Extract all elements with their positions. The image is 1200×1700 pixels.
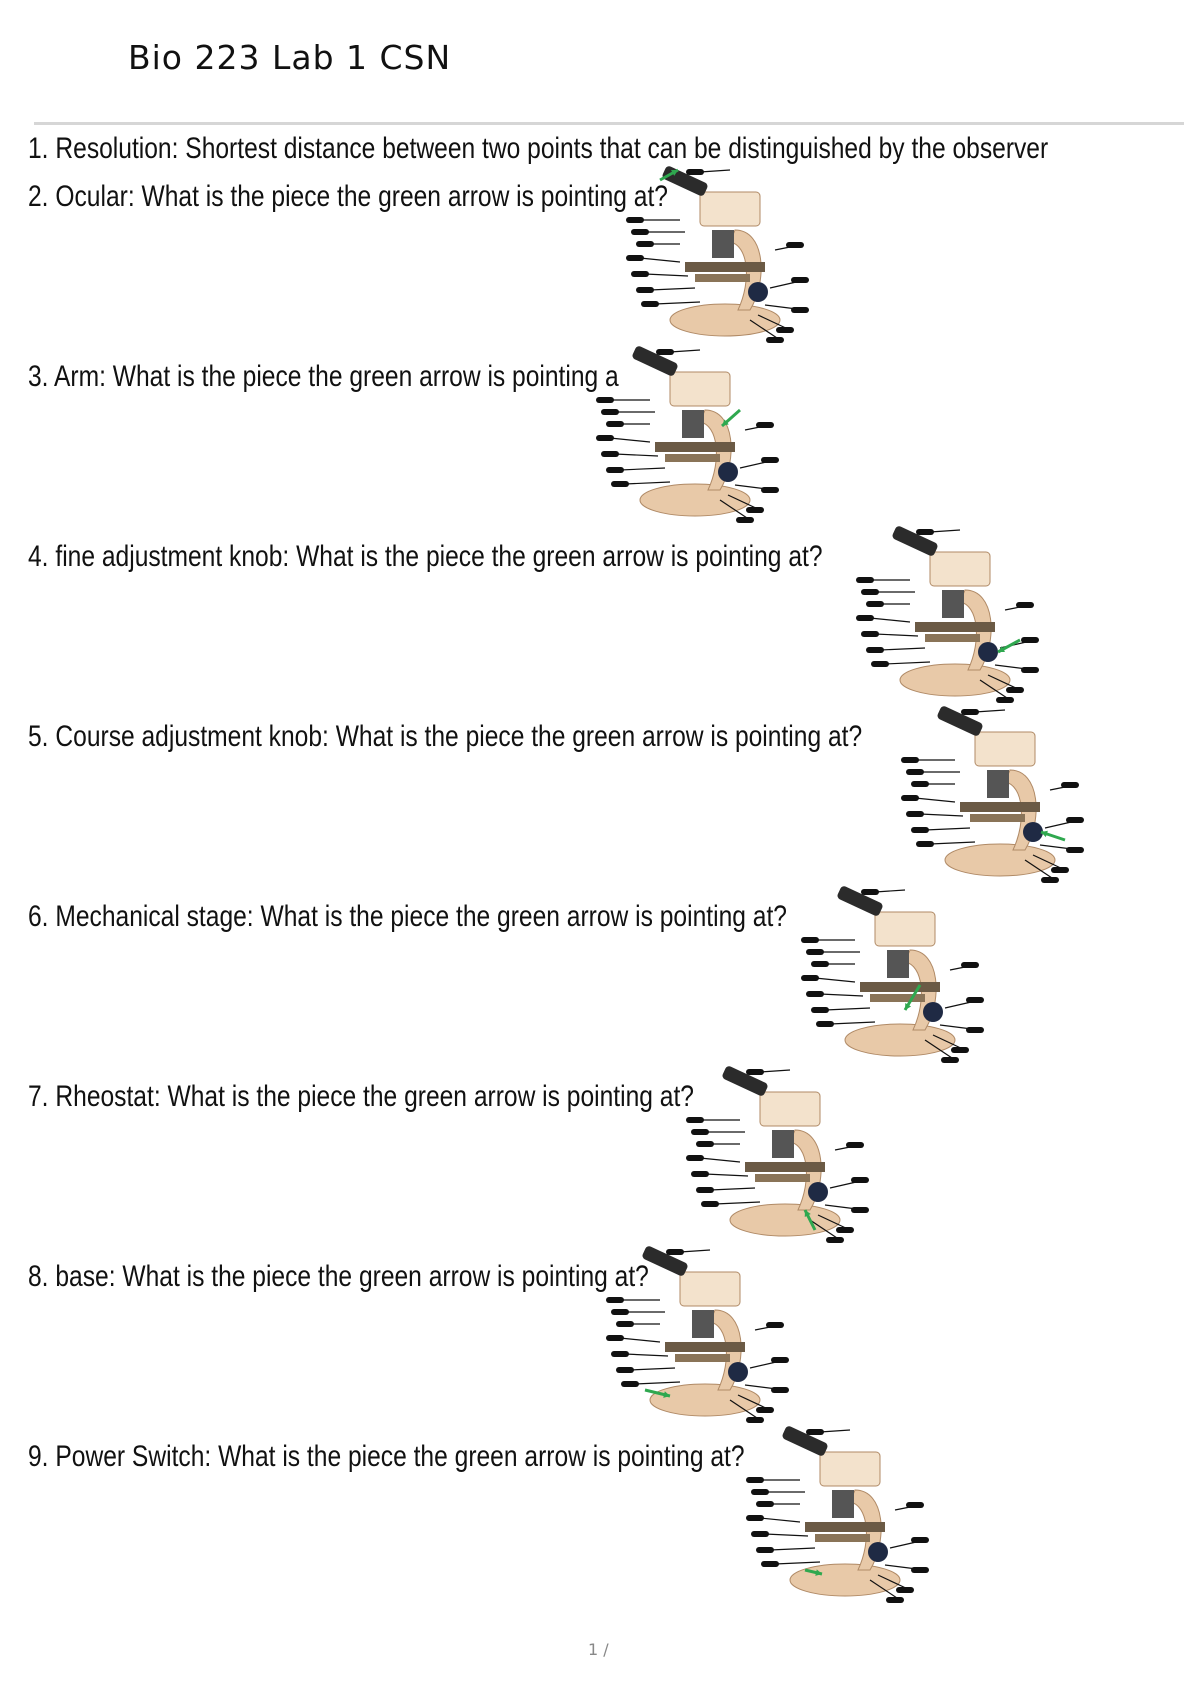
label-blank [951, 1047, 969, 1053]
leader-line [975, 710, 1005, 712]
label-blank [801, 937, 819, 943]
microscope-focus-knob [868, 1542, 888, 1562]
label-blank [801, 975, 819, 981]
microscope-base [845, 1024, 955, 1056]
microscope-focus-knob [718, 462, 738, 482]
label-blank [606, 467, 624, 473]
question-number: 6. [28, 900, 49, 933]
leader-line [610, 438, 650, 442]
label-blank [691, 1171, 709, 1177]
question-term: Rheostat: [55, 1080, 161, 1113]
label-blank [811, 961, 829, 967]
microscope-objectives [942, 590, 964, 618]
question-number: 4. [28, 540, 49, 573]
leader-line [875, 634, 918, 636]
label-blank [746, 1417, 764, 1423]
label-blank [856, 615, 874, 621]
label-blank [691, 1129, 709, 1135]
question-number: 3. [28, 360, 49, 393]
label-blank [1041, 877, 1059, 883]
microscope-stage-lower [815, 1534, 870, 1542]
leader-line [820, 994, 863, 996]
question-term: Ocular: [55, 180, 135, 213]
question-prompt: What is the piece the green arrow is pointing at? [260, 900, 787, 933]
microscope-stage-lower [925, 634, 980, 642]
label-blank [806, 949, 824, 955]
leader-line [925, 828, 970, 830]
question-term: Resolution: [55, 132, 179, 165]
microscope-stage-lower [870, 994, 925, 1002]
label-blank [606, 1297, 624, 1303]
question-number: 9. [28, 1440, 49, 1473]
microscope-stage-lower [755, 1174, 810, 1182]
label-blank [811, 1007, 829, 1013]
question-prompt: What is the piece the green arrow is pointing at? [218, 1440, 745, 1473]
label-blank [776, 327, 794, 333]
leader-line [680, 1250, 710, 1252]
label-blank [626, 255, 644, 261]
microscope-stage-lower [695, 274, 750, 282]
microscope-base [640, 484, 750, 516]
microscope-diagram [915, 710, 1115, 890]
label-blank [871, 661, 889, 667]
question-number: 5. [28, 720, 49, 753]
label-blank [996, 697, 1014, 703]
microscope-head [700, 192, 760, 226]
microscope-objectives [712, 230, 734, 258]
label-blank [761, 1561, 779, 1567]
leader-line [770, 1548, 815, 1550]
leader-line [640, 258, 680, 262]
label-blank [611, 481, 629, 487]
question-6 [28, 900, 787, 934]
label-blank [631, 229, 649, 235]
leader-line [885, 662, 930, 664]
label-blank [696, 1141, 714, 1147]
microscope-head [680, 1272, 740, 1306]
question-1 [28, 132, 1048, 166]
label-blank [751, 1531, 769, 1537]
label-blank [766, 1322, 784, 1328]
microscope-diagram [620, 1250, 820, 1430]
leader-line [920, 814, 963, 816]
question-prompt: What is the piece the green arrow is pointing at? [296, 540, 823, 573]
label-blank [1066, 817, 1084, 823]
label-blank [746, 1069, 764, 1075]
leader-line [915, 798, 955, 802]
leader-line [760, 1070, 790, 1072]
label-blank [866, 601, 884, 607]
microscope-base [730, 1204, 840, 1236]
label-blank [901, 757, 919, 763]
label-blank [806, 1429, 824, 1435]
question-3 [28, 360, 619, 394]
label-blank [791, 277, 809, 283]
label-blank [751, 1489, 769, 1495]
label-blank [941, 1057, 959, 1063]
label-blank [636, 287, 654, 293]
label-blank [1061, 782, 1079, 788]
label-blank [846, 1142, 864, 1148]
leader-line [705, 1174, 748, 1176]
label-blank [816, 1021, 834, 1027]
label-blank [786, 242, 804, 248]
microscope-objectives [987, 770, 1009, 798]
label-blank [961, 709, 979, 715]
label-blank [656, 349, 674, 355]
question-number: 2. [28, 180, 49, 213]
leader-line [930, 842, 975, 844]
leader-line [710, 1188, 755, 1190]
label-blank [886, 1597, 904, 1603]
microscope-stage [745, 1162, 825, 1172]
microscope-focus-knob [1023, 822, 1043, 842]
microscope-objectives [887, 950, 909, 978]
question-number: 8. [28, 1260, 49, 1293]
leader-line [765, 1534, 808, 1536]
label-blank [771, 1387, 789, 1393]
question-prompt: What is the piece the green arrow is pointing at? [141, 180, 668, 213]
label-blank [596, 397, 614, 403]
question-2 [28, 180, 668, 214]
question-8 [28, 1260, 649, 1294]
label-blank [861, 889, 879, 895]
microscope-stage-lower [970, 814, 1025, 822]
leader-line [830, 1022, 875, 1024]
leader-line [645, 274, 688, 276]
label-blank [966, 997, 984, 1003]
label-blank [861, 631, 879, 637]
leader-line [880, 648, 925, 650]
leader-line [820, 1430, 850, 1432]
leader-line [870, 618, 910, 622]
question-prompt: What is the piece the green arrow is pointing at? [167, 1080, 694, 1113]
question-prompt: What is the piece the green arrow is pointing a [112, 360, 619, 393]
leader-line [625, 482, 670, 484]
question-prompt: What is the piece the green arrow is pointing at? [335, 720, 863, 753]
label-blank [746, 1515, 764, 1521]
microscope-stage [655, 442, 735, 452]
label-blank [641, 301, 659, 307]
leader-line [655, 302, 700, 304]
microscope-objectives [772, 1130, 794, 1158]
label-blank [851, 1207, 869, 1213]
question-9 [28, 1440, 745, 1474]
label-blank [1006, 687, 1024, 693]
label-blank [696, 1187, 714, 1193]
leader-line [625, 1354, 668, 1356]
microscope-diagram [700, 1070, 900, 1250]
label-blank [906, 1502, 924, 1508]
label-blank [686, 1117, 704, 1123]
microscope-base [650, 1384, 760, 1416]
label-blank [791, 307, 809, 313]
microscope-diagram [640, 170, 840, 350]
leader-line [825, 1008, 870, 1010]
microscope-svg [915, 710, 1115, 890]
label-blank [756, 1407, 774, 1413]
microscope-stage [665, 1342, 745, 1352]
question-number: 1. [28, 132, 49, 165]
label-blank [826, 1237, 844, 1243]
label-blank [806, 991, 824, 997]
question-term: Mechanical stage: [55, 900, 254, 933]
leader-line [700, 1158, 740, 1162]
microscope-diagram [815, 890, 1015, 1070]
leader-line [715, 1202, 760, 1204]
question-number: 7. [28, 1080, 49, 1113]
microscope-objectives [682, 410, 704, 438]
label-blank [746, 507, 764, 513]
microscope-focus-knob [728, 1362, 748, 1382]
microscope-svg [610, 350, 810, 530]
label-blank [911, 827, 929, 833]
microscope-stage [805, 1522, 885, 1532]
label-blank [836, 1227, 854, 1233]
label-blank [1021, 667, 1039, 673]
leader-line [620, 1338, 660, 1342]
label-blank [1051, 867, 1069, 873]
label-blank [911, 1567, 929, 1573]
label-blank [736, 517, 754, 523]
microscope-objectives [692, 1310, 714, 1338]
question-term: Power Switch: [55, 1440, 212, 1473]
question-7 [28, 1080, 694, 1114]
leader-line [760, 1518, 800, 1522]
microscope-head [975, 732, 1035, 766]
microscope-focus-knob [978, 642, 998, 662]
microscope-diagram [870, 530, 1070, 710]
label-blank [626, 217, 644, 223]
microscope-head [820, 1452, 880, 1486]
microscope-stage-lower [675, 1354, 730, 1362]
label-blank [606, 421, 624, 427]
microscope-svg [700, 1070, 900, 1250]
label-blank [636, 241, 654, 247]
label-blank [686, 1155, 704, 1161]
label-blank [916, 841, 934, 847]
label-blank [756, 1501, 774, 1507]
microscope-base [900, 664, 1010, 696]
question-term: Arm: [54, 360, 106, 393]
microscope-base [790, 1564, 900, 1596]
microscope-svg [870, 530, 1070, 710]
microscope-stage [685, 262, 765, 272]
label-blank [1016, 602, 1034, 608]
header-divider [34, 122, 1184, 125]
leader-line [635, 1382, 680, 1384]
label-blank [686, 169, 704, 175]
label-blank [606, 1335, 624, 1341]
microscope-base [670, 304, 780, 336]
microscope-svg [760, 1430, 960, 1610]
microscope-stage-lower [665, 454, 720, 462]
microscope-diagram [610, 350, 810, 530]
label-blank [771, 1357, 789, 1363]
label-blank [761, 487, 779, 493]
label-blank [766, 337, 784, 343]
label-blank [596, 435, 614, 441]
label-blank [701, 1201, 719, 1207]
microscope-head [670, 372, 730, 406]
label-blank [906, 811, 924, 817]
leader-line [630, 1368, 675, 1370]
microscope-stage [915, 622, 995, 632]
question-prompt: What is the piece the green arrow is pointing at? [122, 1260, 649, 1293]
label-blank [621, 1381, 639, 1387]
leader-line [700, 170, 730, 172]
microscope-svg [815, 890, 1015, 1070]
microscope-svg [640, 170, 840, 350]
label-blank [611, 1309, 629, 1315]
microscope-diagram [760, 1430, 960, 1610]
leader-line [775, 1562, 820, 1564]
label-blank [611, 1351, 629, 1357]
question-prompt: Shortest distance between two points that can be distinguished by the observer [185, 132, 1049, 165]
microscope-head [760, 1092, 820, 1126]
label-blank [1021, 637, 1039, 643]
microscope-stage [960, 802, 1040, 812]
label-blank [616, 1367, 634, 1373]
microscope-focus-knob [808, 1182, 828, 1202]
microscope-stage [860, 982, 940, 992]
label-blank [901, 795, 919, 801]
label-blank [746, 1477, 764, 1483]
label-blank [666, 1249, 684, 1255]
label-blank [861, 589, 879, 595]
microscope-svg [620, 1250, 820, 1430]
leader-line [615, 454, 658, 456]
microscope-base [945, 844, 1055, 876]
question-term: Course adjustment knob: [55, 720, 329, 753]
microscope-objectives [832, 1490, 854, 1518]
leader-line [875, 890, 905, 892]
label-blank [856, 577, 874, 583]
label-blank [631, 271, 649, 277]
microscope-head [930, 552, 990, 586]
label-blank [601, 409, 619, 415]
label-blank [966, 1027, 984, 1033]
label-blank [761, 457, 779, 463]
page-number: 1 / [588, 1640, 609, 1659]
microscope-focus-knob [748, 282, 768, 302]
label-blank [916, 529, 934, 535]
microscope-head [875, 912, 935, 946]
document-title: Bio 223 Lab 1 CSN [128, 38, 452, 77]
leader-line [650, 288, 695, 290]
label-blank [756, 422, 774, 428]
label-blank [896, 1587, 914, 1593]
leader-line [670, 350, 700, 352]
leader-line [620, 468, 665, 470]
question-term: fine adjustment knob: [55, 540, 290, 573]
leader-line [815, 978, 855, 982]
label-blank [616, 1321, 634, 1327]
question-4 [28, 540, 823, 574]
question-term: base: [55, 1260, 116, 1293]
label-blank [961, 962, 979, 968]
label-blank [866, 647, 884, 653]
label-blank [756, 1547, 774, 1553]
microscope-focus-knob [923, 1002, 943, 1022]
label-blank [851, 1177, 869, 1183]
question-5 [28, 720, 862, 754]
leader-line [930, 530, 960, 532]
label-blank [1066, 847, 1084, 853]
label-blank [906, 769, 924, 775]
label-blank [911, 781, 929, 787]
label-blank [601, 451, 619, 457]
label-blank [911, 1537, 929, 1543]
